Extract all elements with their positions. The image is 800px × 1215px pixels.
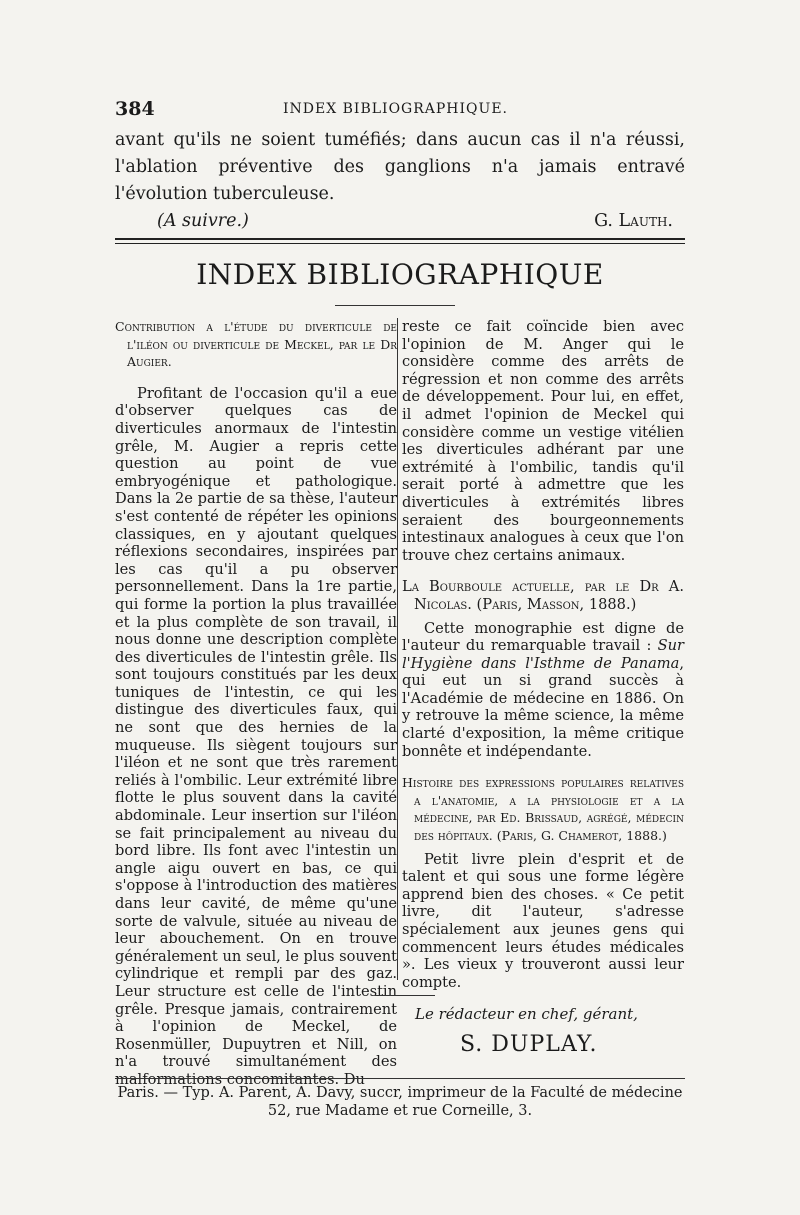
- article-author: G. Lauth.: [594, 211, 673, 231]
- entry-title-brissaud: Histoire des expressions populaires relatives a l'anatomie, a la physiologie et a la médecine, par Ed. Brissaud, agrégé, médecin des hôpitaux. (Paris, G. Chamerot, 1888.): [402, 775, 684, 844]
- entry-body-augier: Profitant de l'occasion qu'il a eue d'observer quelques cas de diverticules anormaux de l'intestin grêle, M. Augier a repris cette question au point de vue embryogénique et pathologique. Dans la 2e partie de sa thèse, l'auteur s'est contenté de répéter les opinions classiques, en y ajoutant quelques réflexions secondaires, inspirées par les cas qu'il a pu observer personnellement. Dans la 1re partie, qui forme la portion la plus travaillée et la plus complète de son travail, il nous donne une description complète des diverticules de l'intestin grêle. Ils sont toujours constitués par les deux tuniques de l'intestin, ce qui les distingue des diverticules faux, qui ne sont que des hernies de la muqueuse. Ils siègent toujours sur l'iléon et ne sont que très rarement reliés à l'ombilic. Leur extrémité libre flotte le plus souvent dans la cavité abdominale. Leur insertion sur l'iléon se fait principalement au niveau du bord libre. Ils font avec l'intestin un angle aigu ouvert en bas, ce qui s'oppose à l'introduction des matières dans leur cavité, de même qu'une sorte de valvule, située au niveau de leur abouchement. On en trouve généralement un seul, le plus souvent cylindrique et rempli par des gaz. Leur structure est celle de l'intestin grêle. Presque jamais, contrairement à l'opinion de Meckel, de Rosenmüller, Dupuytren et Nill, on n'a trouvé simultanément des malformations concomitantes. Du: [115, 384, 397, 1088]
- entry-body-bourboule: [402, 620, 684, 761]
- entry-body-bourboule-b: , qui eut un si grand succès à l'Académie de médecine en 1886. On y retrouve la même science, la même clarté d'exposition, la même critique bonnête et indépendante.: [402, 654, 684, 760]
- page-number: 384: [115, 98, 155, 120]
- entry-body-augier-continued: reste ce fait coïncide bien avec l'opinion de M. Anger qui le considère comme des arrêts de régression et non comme des arrêts de développement. Pour lui, en effet, il admet l'opinion de Meckel qui considère comme un vestige vitélien les diverticules adhérant par une extrémité à l'ombilic, tandis qu'il serait porté à admettre que les diverticules à extrémités libres seraient des bourgeonnements intestinaux analogues à ceux que l'on trouve chez certains animaux.: [402, 318, 684, 564]
- carryover-paragraph: [115, 127, 685, 235]
- divider-thick: [115, 238, 685, 240]
- carryover-text: avant qu'ils ne soient tuméfiés; dans aucun cas il n'a réussi, l'ablation préventive des ganglions n'a jamais entravé l'évolution tuberculeuse.: [115, 130, 685, 204]
- carryover-signature: [115, 208, 685, 235]
- column-divider: [397, 318, 398, 980]
- cited-work-title: Sur l'Hygiène dans l'Isthme de Panama: [402, 637, 684, 672]
- entry-body-brissaud: Petit livre plein d'esprit et de talent et qui sous une forme légère apprend bien des choses. « Ce petit livre, dit l'auteur, s'adresse spécialement aux jeunes gens qui commencent leurs études médicales ». Les vieux y trouveront aussi leur compte.: [402, 850, 684, 991]
- printer-line-1: Paris. — Typ. A. Parent, A. Davy, succr, imprimeur de la Faculté de médecine: [117, 1085, 683, 1101]
- printer-line-2: 52, rue Madame et rue Corneille, 3.: [267, 1103, 533, 1119]
- entry-title-augier: Contribution a l'étude du diverticule de l'iléon ou diverticule de Meckel, par le Dr Augier.: [115, 319, 397, 370]
- right-column: [402, 318, 684, 991]
- editor-label: Le rédacteur en chef, gérant,: [415, 1005, 638, 1023]
- printer-imprint: [115, 1084, 685, 1120]
- divider-thin: [115, 243, 685, 244]
- page-header: [115, 98, 685, 122]
- to-be-continued: (A suivre.): [157, 211, 249, 231]
- title-underline: [335, 305, 455, 306]
- left-column: [115, 318, 397, 1089]
- end-rule: [375, 995, 435, 996]
- entry-body-bourboule-a: Cette monographie est digne de l'auteur du remarquable travail :: [402, 619, 684, 655]
- section-title: INDEX BIBLIOGRAPHIQUE: [196, 258, 604, 291]
- entry-title-bourboule: La Bourboule actuelle, par le Dr A. Nicolas. (Paris, Masson, 1888.): [402, 578, 684, 613]
- printer-divider: [115, 1078, 685, 1079]
- running-head: INDEX BIBLIOGRAPHIQUE.: [283, 101, 508, 117]
- editor-name: S. DUPLAY.: [460, 1032, 598, 1057]
